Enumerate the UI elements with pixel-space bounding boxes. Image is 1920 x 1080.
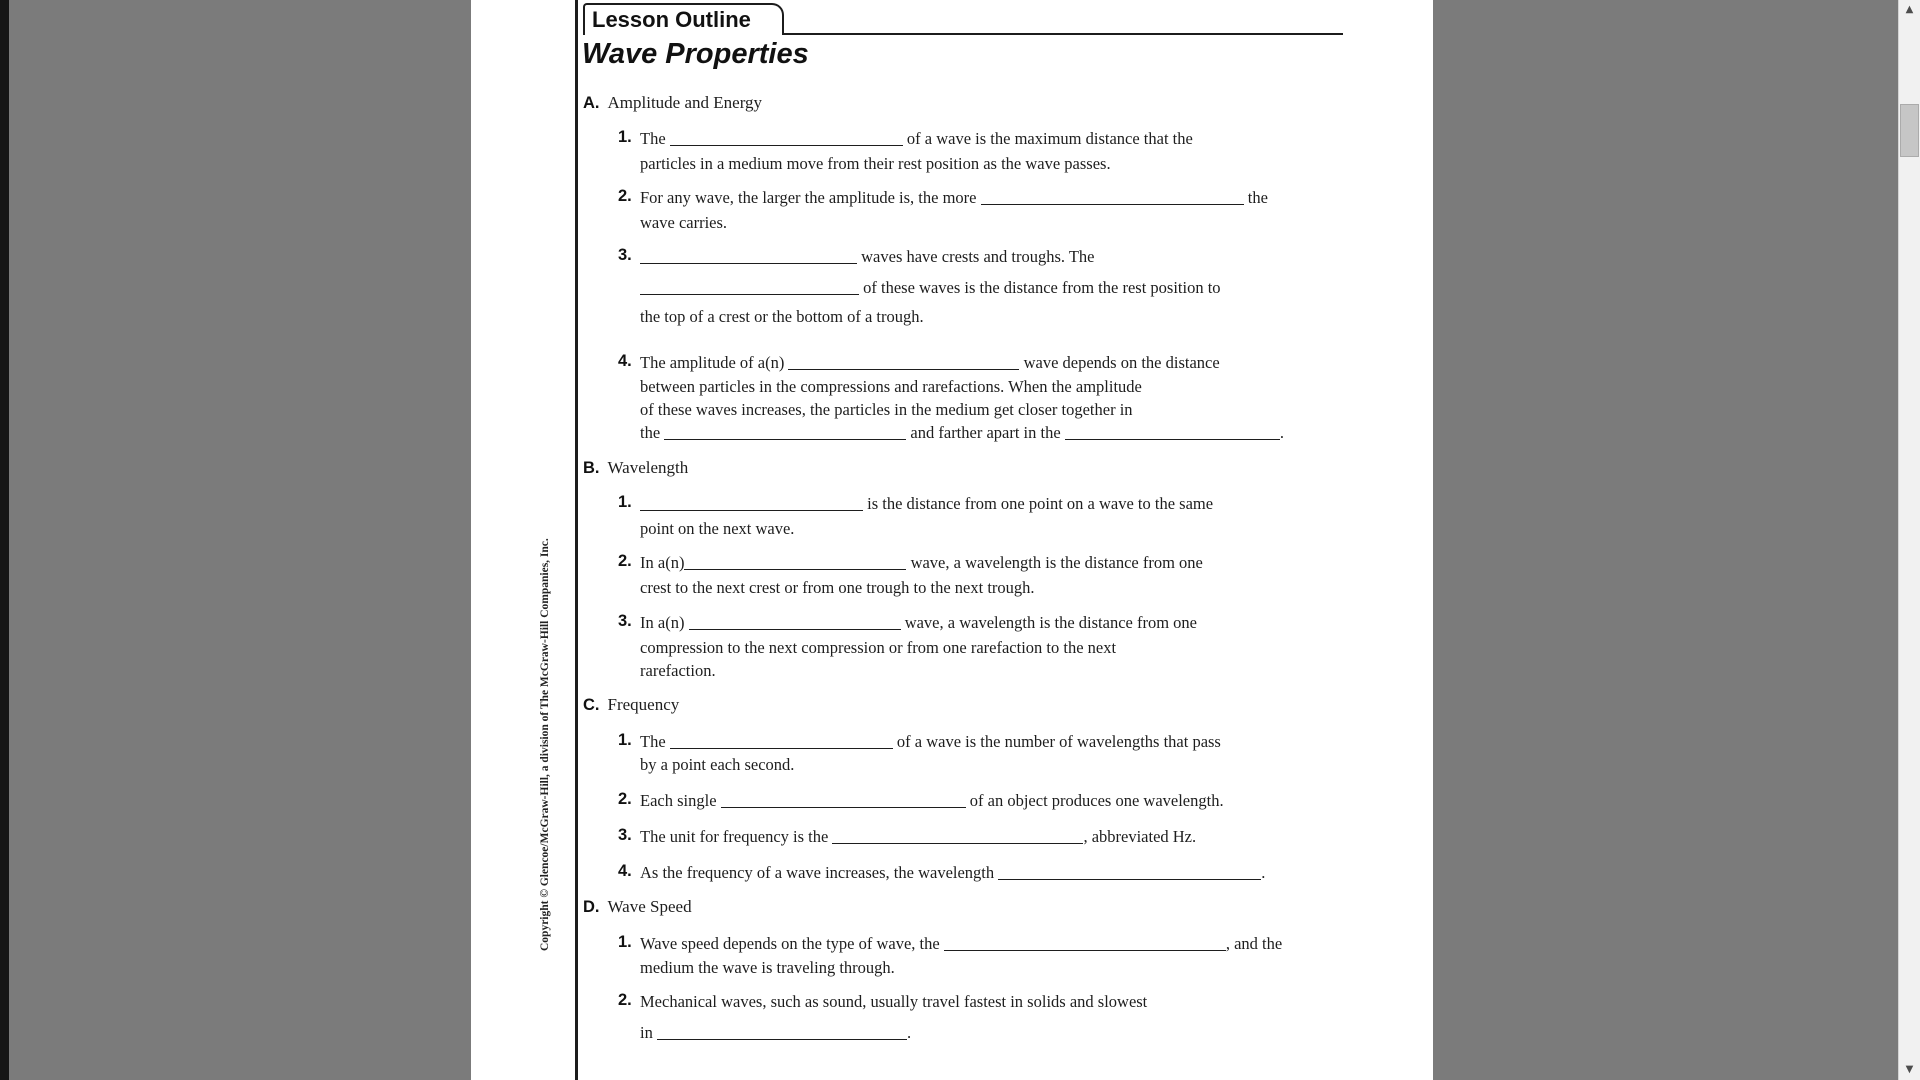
text-line: is the distance from one point on a wave to the same: [640, 493, 1213, 514]
item-number: 4.: [618, 352, 632, 370]
vertical-scrollbar[interactable]: [1898, 0, 1920, 1080]
left-edge-bar: [0, 0, 9, 1080]
blank-line: [640, 251, 857, 264]
blank-line: [832, 831, 1083, 844]
section-title: Wavelength: [607, 458, 689, 477]
section-heading-a: [583, 93, 762, 113]
lesson-outline-tab: [583, 3, 784, 35]
page-title: Wave Properties: [582, 38, 809, 70]
text-line: in .: [640, 1023, 912, 1042]
blank-line: [788, 357, 1019, 370]
section-heading-c: [583, 695, 679, 715]
text-line: In a(n) wave, a wavelength is the distance from one: [640, 553, 1203, 572]
blank-line: [670, 133, 903, 146]
text-line: The unit for frequency is the , abbreviated Hz.: [640, 827, 1197, 846]
text-line: crest to the next crest or from one trough to the next trough.: [640, 578, 1035, 597]
lesson-outline-label: Lesson Outline: [592, 7, 751, 32]
document-page: [471, 0, 1433, 1080]
copyright-sidebar: Copyright © Glencoe/McGraw-Hill, a division of The McGraw-Hill Companies, Inc.: [539, 538, 551, 951]
text-line: Wave speed depends on the type of wave, the , and the: [640, 934, 1283, 953]
text-line: wave carries.: [640, 213, 728, 232]
item-number: 3.: [618, 612, 632, 630]
blank-line: [981, 192, 1244, 205]
text-line: of these waves is the distance from the rest position to: [640, 277, 1221, 298]
blank-line: [998, 867, 1261, 880]
blank-line: [1065, 427, 1280, 440]
text-line: In a(n) wave, a wavelength is the distance from one: [640, 613, 1197, 632]
blank-line: [944, 938, 1226, 951]
text-line: The amplitude of a(n) wave depends on the distance: [640, 353, 1220, 372]
text-line: The of a wave is the number of wavelengths that pass: [640, 732, 1221, 751]
blank-line: [640, 498, 863, 511]
text-line: Each single of an object produces one wavelength.: [640, 791, 1224, 810]
text-line: the and farther apart in the .: [640, 423, 1284, 442]
section-label: B.: [583, 459, 600, 477]
text-line: The of a wave is the maximum distance that the: [640, 129, 1193, 148]
text-line: point on the next wave.: [640, 519, 795, 538]
text-line: the top of a crest or the bottom of a trough.: [640, 307, 924, 326]
item-number: 1.: [618, 128, 632, 146]
section-label: C.: [583, 696, 600, 714]
scroll-up-icon: ▲: [1905, 4, 1914, 15]
item-number: 1.: [618, 493, 632, 511]
scroll-up-button[interactable]: [1899, 0, 1920, 20]
section-title: Amplitude and Energy: [607, 93, 763, 112]
item-number: 2.: [618, 552, 632, 570]
blank-line: [670, 736, 893, 749]
outline-left-rule: [575, 0, 578, 1080]
text-line: of these waves increases, the particles in the medium get closer together in: [640, 400, 1133, 419]
section-label: A.: [583, 94, 600, 112]
blank-line: [640, 282, 859, 295]
blank-line: [721, 795, 966, 808]
item-number: 1.: [618, 933, 632, 951]
blank-line: [664, 427, 906, 440]
section-heading-b: [583, 458, 688, 478]
text-line: waves have crests and troughs. The: [640, 246, 1095, 267]
section-title: Frequency: [607, 695, 680, 714]
blank-line: [657, 1027, 907, 1040]
item-number: 2.: [618, 790, 632, 808]
text-line: particles in a medium move from their rest position as the wave passes.: [640, 154, 1111, 173]
blank-line: [689, 617, 901, 630]
text-line: Mechanical waves, such as sound, usually travel fastest in solids and slowest: [640, 992, 1148, 1011]
text-line: compression to the next compression or from one rarefaction to the next: [640, 638, 1117, 657]
text-line: As the frequency of a wave increases, the wavelength .: [640, 863, 1266, 882]
text-line: between particles in the compressions and rarefactions. When the amplitude: [640, 377, 1142, 396]
scroll-down-button[interactable]: [1899, 1060, 1920, 1080]
item-number: 2.: [618, 991, 632, 1009]
item-number: 4.: [618, 862, 632, 880]
scrollbar-thumb[interactable]: [1900, 104, 1919, 157]
text-line: medium the wave is traveling through.: [640, 958, 895, 977]
section-title: Wave Speed: [607, 897, 692, 916]
section-heading-d: [583, 897, 692, 917]
scroll-down-icon: ▼: [1905, 1064, 1914, 1075]
item-number: 1.: [618, 731, 632, 749]
item-number: 3.: [618, 826, 632, 844]
section-label: D.: [583, 898, 600, 916]
item-number: 3.: [618, 246, 632, 264]
blank-line: [684, 557, 906, 570]
item-number: 2.: [618, 187, 632, 205]
text-line: For any wave, the larger the amplitude is, the more the: [640, 188, 1268, 207]
text-line: rarefaction.: [640, 661, 716, 680]
text-line: by a point each second.: [640, 755, 795, 774]
